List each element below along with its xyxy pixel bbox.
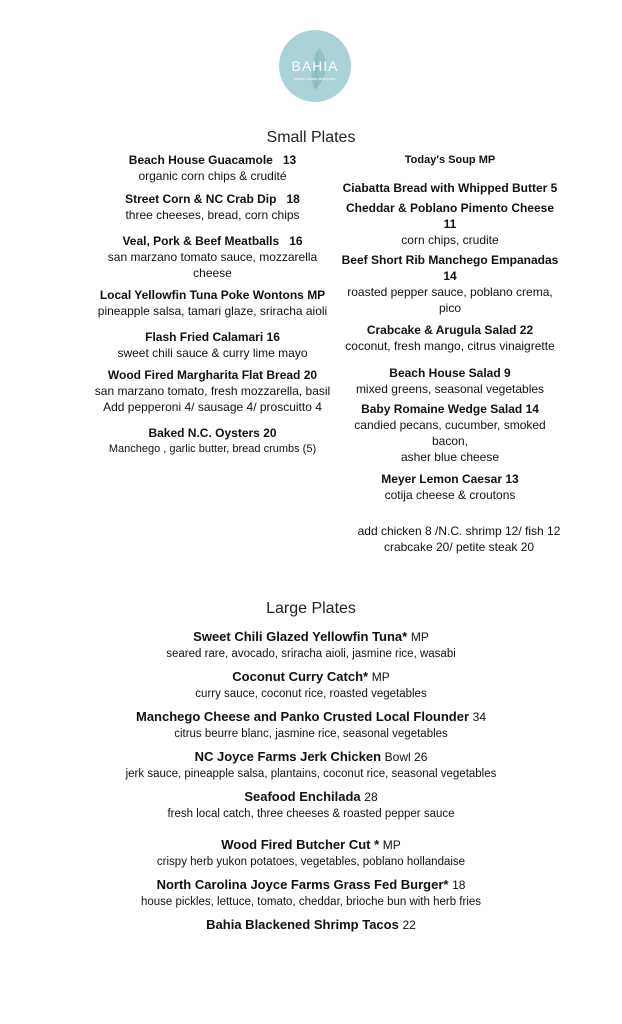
menu-item-shrimp-tacos: Bahia Blackened Shrimp Tacos 22 [206, 917, 416, 932]
menu-item-guacamole: Beach House Guacamole 13 organic corn chips & crudité [128, 153, 297, 183]
menu-item-poke-wontons: Local Yellowfin Tuna Poke Wontons MP pineapple salsa, tamari glaze, sriracha aioli [97, 288, 328, 318]
menu-item-empanadas: Beef Short Rib Manchego Empanadas 14 roasted pepper sauce, poblano crema, pico [341, 253, 559, 315]
small-plates-title: Small Plates [266, 129, 356, 146]
salad-addons: add chicken 8 /N.C. shrimp 12/ fish 12 crabcake 20/ petite steak 20 [357, 524, 561, 554]
menu-item-flounder: Manchego Cheese and Panko Crusted Local Flounder 34 citrus beurre blanc, jasmine rice, seasonal vegetables [136, 709, 486, 740]
menu-item-pimento-cheese: Cheddar & Poblano Pimento Cheese 11 corn chips, crudite [345, 201, 555, 247]
large-plates-list [40, 628, 582, 934]
menu-item-burger: North Carolina Joyce Farms Grass Fed Burger* 18 house pickles, lettuce, tomato, cheddar, brioche bun with herb fries [140, 877, 482, 908]
large-plates-title: Large Plates [266, 600, 356, 617]
logo-tagline: beach house dining bar [294, 76, 336, 81]
menu-item-butcher-cut: Wood Fired Butcher Cut * MP crispy herb yukon potatoes, vegetables, poblano hollandaise [156, 837, 466, 868]
menu-item-jerk-chicken: NC Joyce Farms Jerk Chicken Bowl 26 jerk sauce, pineapple salsa, plantains, coconut rice, seasonal vegetables [125, 749, 497, 780]
menu-item-crab-dip: Street Corn & NC Crab Dip 18 three cheeses, bread, corn chips [125, 192, 300, 222]
menu-item-yellowfin-tuna: Sweet Chili Glazed Yellowfin Tuna* MP seared rare, avocado, sriracha aioli, jasmine rice, wasabi [166, 629, 456, 660]
menu-item-beach-house-salad: Beach House Salad 9 mixed greens, seasonal vegetables [355, 366, 545, 396]
menu-item-wedge-salad: Baby Romaine Wedge Salad 14 candied pecans, cucumber, smoked bacon, asher blue cheese [354, 402, 546, 464]
menu-item-enchilada: Seafood Enchilada 28 fresh local catch, three cheeses & roasted pepper sauce [167, 789, 455, 820]
menu-item-caesar: Meyer Lemon Caesar 13 cotija cheese & croutons [381, 472, 519, 502]
menu-item-soup: Today's Soup MP [404, 154, 496, 166]
bahia-logo [279, 30, 351, 102]
menu-item-coconut-curry: Coconut Curry Catch* MP curry sauce, coconut rice, roasted vegetables [195, 669, 427, 700]
menu-item-flat-bread: Wood Fired Margharita Flat Bread 20 san marzano tomato, fresh mozzarella, basil Add pepperoni 4/ sausage 4/ proscuitto 4 [94, 368, 331, 414]
menu-item-crabcake-salad: Crabcake & Arugula Salad 22 coconut, fresh mango, citrus vinaigrette [345, 323, 555, 353]
menu-item-meatballs: Veal, Pork & Beef Meatballs 16 san marzano tomato sauce, mozzarella cheese [107, 234, 318, 280]
small-plates-right-column [326, 152, 574, 555]
logo-name: BAHIA [291, 58, 339, 74]
menu-item-calamari: Flash Fried Calamari 16 sweet chili sauce & curry lime mayo [117, 330, 308, 360]
menu-item-ciabatta: Ciabatta Bread with Whipped Butter 5 [342, 181, 558, 195]
menu-item-oysters: Baked N.C. Oysters 20 Manchego , garlic butter, bread crumbs (5) [108, 426, 317, 455]
small-plates-left-column [80, 152, 345, 457]
